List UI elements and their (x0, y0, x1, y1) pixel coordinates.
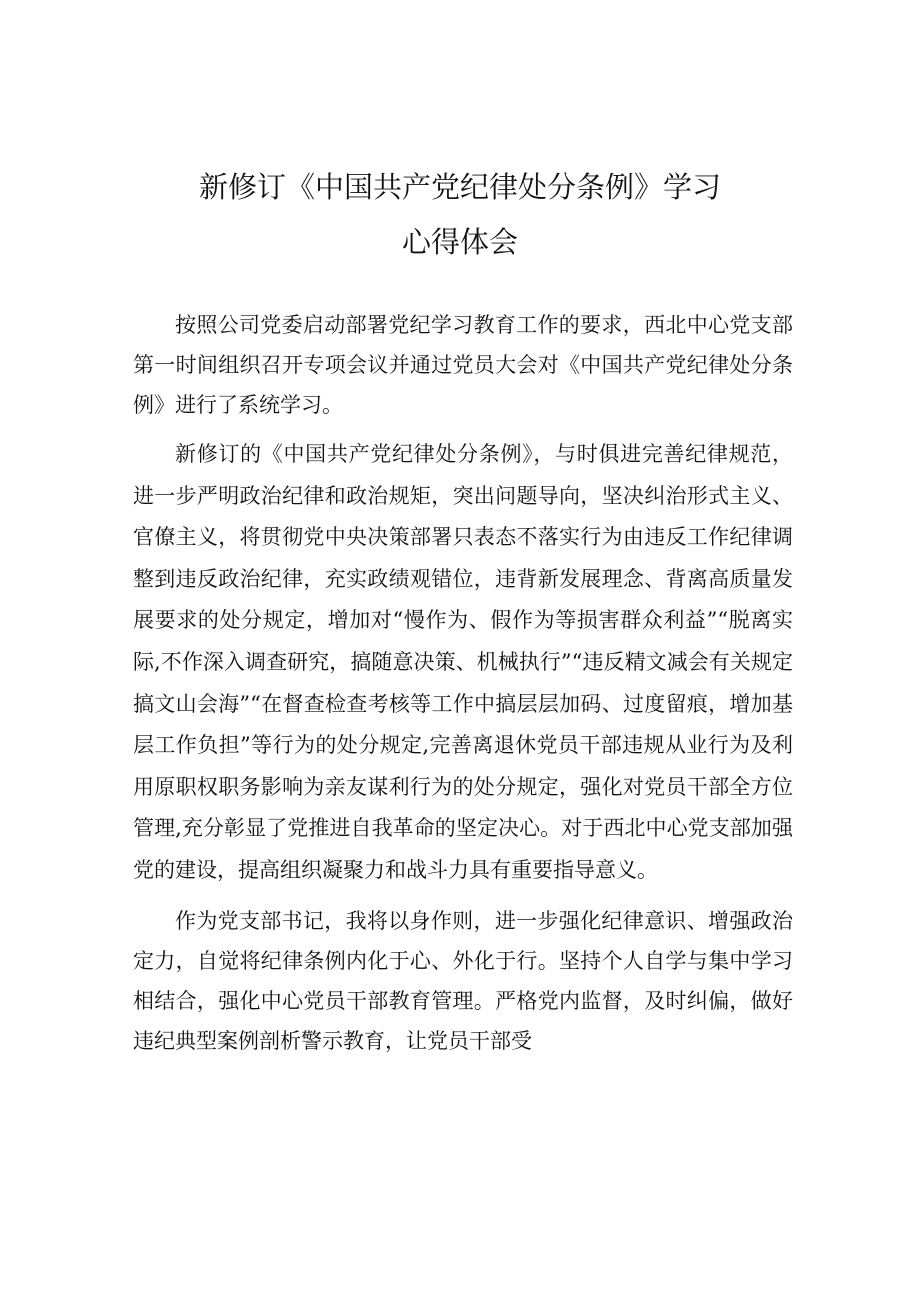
document-title (100, 160, 820, 270)
paragraph-regulation-summary: 新修订的《中国共产党纪律处分条例》，与时俱进完善纪律规范，进一步严明政治纪律和政治规矩，突出问题导向，坚决纠治形式主义、官僚主义，将贯彻党中央决策部署只表态不落实行为由违反工作纪律调整到违反政治纪律，充实政绩观错位，违背新发展理念、背离高质量发展要求的处分规定，增加对“慢作为、假作为等损害群众利益”“脱离实际,不作深入调查研究，搞随意决策、机械执行”“违反精文减会有关规定搞文山会海”“在督查检查考核等工作中搞层层加码、过度留痕，增加基层工作负担”等行为的处分规定,完善离退休党员干部违规从业行为及利用原职权职务影响为亲友谋利行为的处分规定，强化对党员干部全方位管理,充分彰显了党推进自我革命的坚定决心。对于西北中心党支部加强党的建设，提高组织凝聚力和战斗力具有重要指导意义。 (133, 442, 793, 882)
paragraph-intro: 按照公司党委启动部署党纪学习教育工作的要求，西北中心党支部第一时间组织召开专项会议并通过党员大会对《中国共产党纪律处分条例》进行了系统学习。 (133, 313, 793, 417)
title-line-2: 心得体会 (401, 225, 518, 259)
paragraph-personal-commitment: 作为党支部书记，我将以身作则，进一步强化纪律意识、增强政治定力，自觉将纪律条例内化于心、外化于行。坚持个人自学与集中学习相结合，强化中心党员干部教育管理。严格党内监督，及时纠偏，做好违纪典型案例剖析警示教育，让党员干部受 (133, 908, 793, 1053)
document-body (133, 305, 793, 1061)
title-line-1: 新修订《中国共产党纪律处分条例》学习 (198, 170, 721, 204)
